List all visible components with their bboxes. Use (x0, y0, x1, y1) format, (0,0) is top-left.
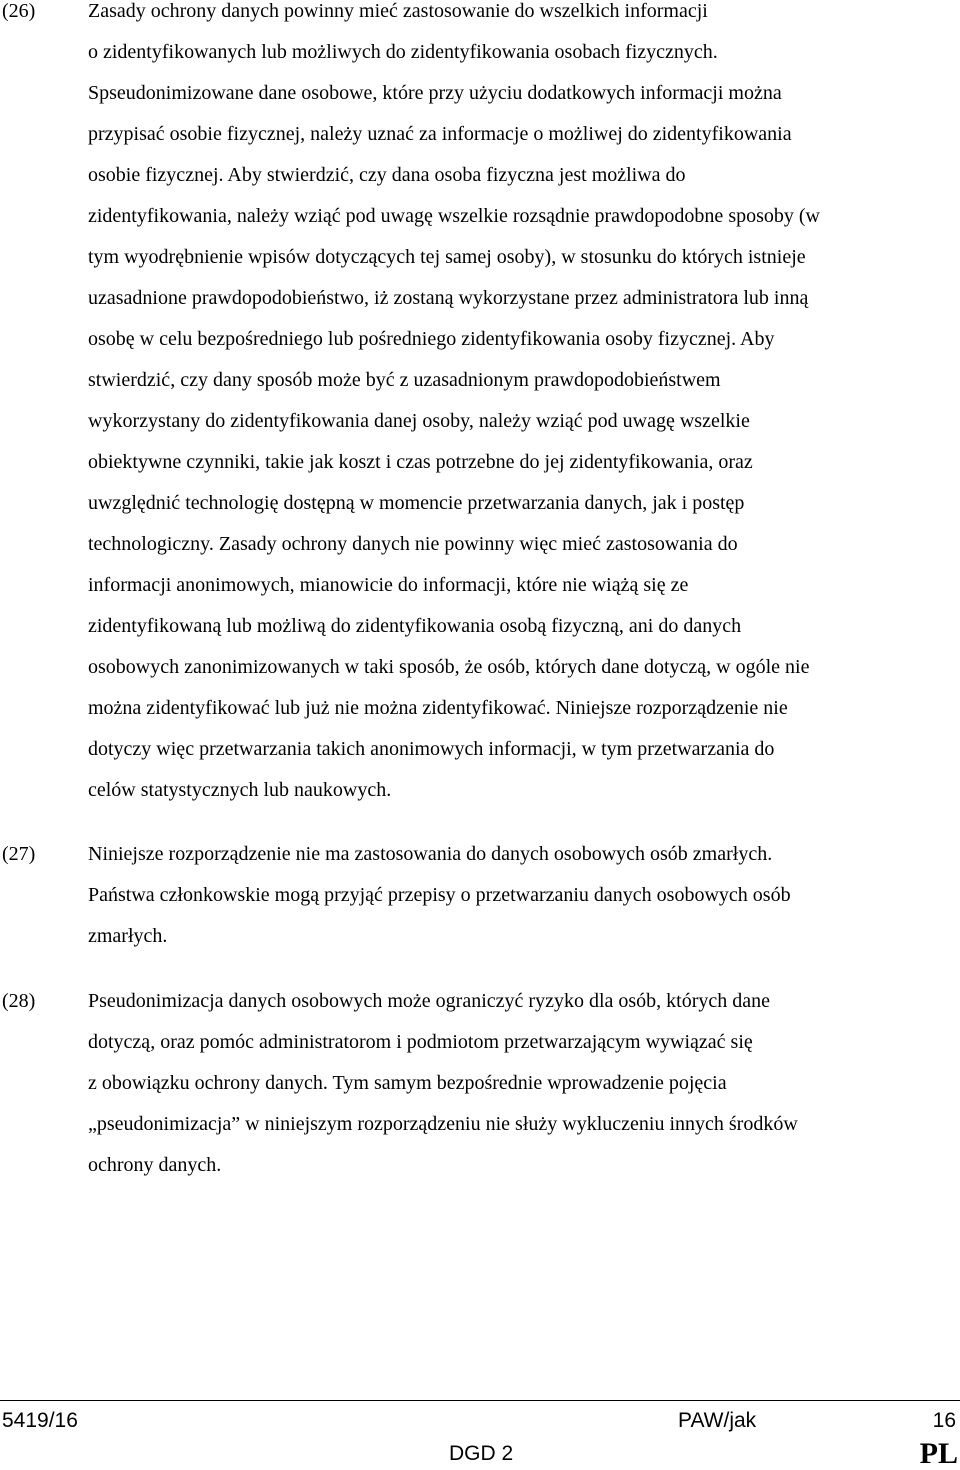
recital-text (88, 0, 960, 811)
text-line: przypisać osobie fizycznej, należy uznać za informacje o możliwej do zidentyfikowania (88, 123, 792, 145)
text-line: o zidentyfikowanych lub możliwych do zidentyfikowania osobach fizycznych. (88, 41, 718, 63)
footer-document-number: 5419/16 (2, 1409, 78, 1432)
text-line: informacji anonimowych, mianowicie do informacji, które nie wiążą się ze (88, 574, 689, 596)
text-line: zidentyfikowania, należy wziąć pod uwagę wszelkie rozsądnie prawdopodobne sposoby (w (88, 205, 820, 227)
recital-number: (28) (2, 990, 36, 1012)
text-line: wykorzystany do zidentyfikowania danej osoby, należy wziąć pod uwagę wszelkie (88, 410, 750, 432)
text-line: Zasady ochrony danych powinny mieć zastosowanie do wszelkich informacji (88, 0, 708, 22)
text-line: Spseudonimizowane dane osobowe, które przy użyciu dodatkowych informacji można (88, 82, 782, 104)
text-line: można zidentyfikować lub już nie można zidentyfikować. Niniejsze rozporządzenie nie (88, 697, 788, 719)
text-line: zidentyfikowaną lub możliwą do zidentyfikowania osobą fizyczną, ani do danych (88, 615, 742, 637)
text-line: Państwa członkowskie mogą przyjąć przepisy o przetwarzaniu danych osobowych osób (88, 884, 791, 906)
text-line: uwzględnić technologię dostępną w momencie przetwarzania danych, jak i postęp (88, 492, 745, 514)
text-line: Niniejsze rozporządzenie nie ma zastosowania do danych osobowych osób zmarłych. (88, 843, 773, 865)
recital-text (88, 834, 960, 957)
text-line: dotyczą, oraz pomóc administratorom i podmiotom przetwarzającym wywiązać się (88, 1031, 753, 1053)
text-line: technologiczny. Zasady ochrony danych nie powinny więc mieć zastosowania do (88, 533, 738, 555)
text-line: ochrony danych. (88, 1154, 222, 1176)
recital-text (88, 981, 960, 1186)
text-line: z obowiązku ochrony danych. Tym samym bezpośrednie wprowadzenie pojęcia (88, 1072, 727, 1094)
text-line: Pseudonimizacja danych osobowych może ograniczyć ryzyko dla osób, których dane (88, 990, 771, 1012)
text-line: uzasadnione prawdopodobieństwo, iż zostaną wykorzystane przez administratora lub inną (88, 287, 809, 309)
text-line: tym wyodrębnienie wpisów dotyczących tej samej osoby), w stosunku do których istnieje (88, 246, 806, 268)
text-line: zmarłych. (88, 925, 168, 947)
text-line: osobowych zanonimizowanych w taki sposób, że osób, których dane dotyczą, w ogóle nie (88, 656, 810, 678)
text-line: osobie fizycznej. Aby stwierdzić, czy dana osoba fizyczna jest możliwa do (88, 164, 686, 186)
footer-directorate: DGD 2 (449, 1442, 514, 1465)
text-line: obiektywne czynniki, takie jak koszt i czas potrzebne do jej zidentyfikowania, oraz (88, 451, 753, 473)
footer-page-number: 16 (932, 1409, 956, 1432)
recital-number: (27) (2, 843, 36, 865)
text-line: „pseudonimizacja” w niniejszym rozporządzeniu nie służy wykluczeniu innych środków (88, 1113, 798, 1135)
footer-divider (0, 1400, 960, 1401)
text-line: osobę w celu bezpośredniego lub pośredniego zidentyfikowania osoby fizycznej. Aby (88, 328, 775, 350)
recital-number: (26) (2, 0, 36, 22)
text-line: dotyczy więc przetwarzania takich anonimowych informacji, w tym przetwarzania do (88, 738, 775, 760)
footer-author-reference: PAW/jak (678, 1409, 757, 1432)
footer-language-code: PL (919, 1437, 958, 1470)
text-line: stwierdzić, czy dany sposób może być z uzasadnionym prawdopodobieństwem (88, 369, 721, 391)
text-line: celów statystycznych lub naukowych. (88, 779, 392, 801)
